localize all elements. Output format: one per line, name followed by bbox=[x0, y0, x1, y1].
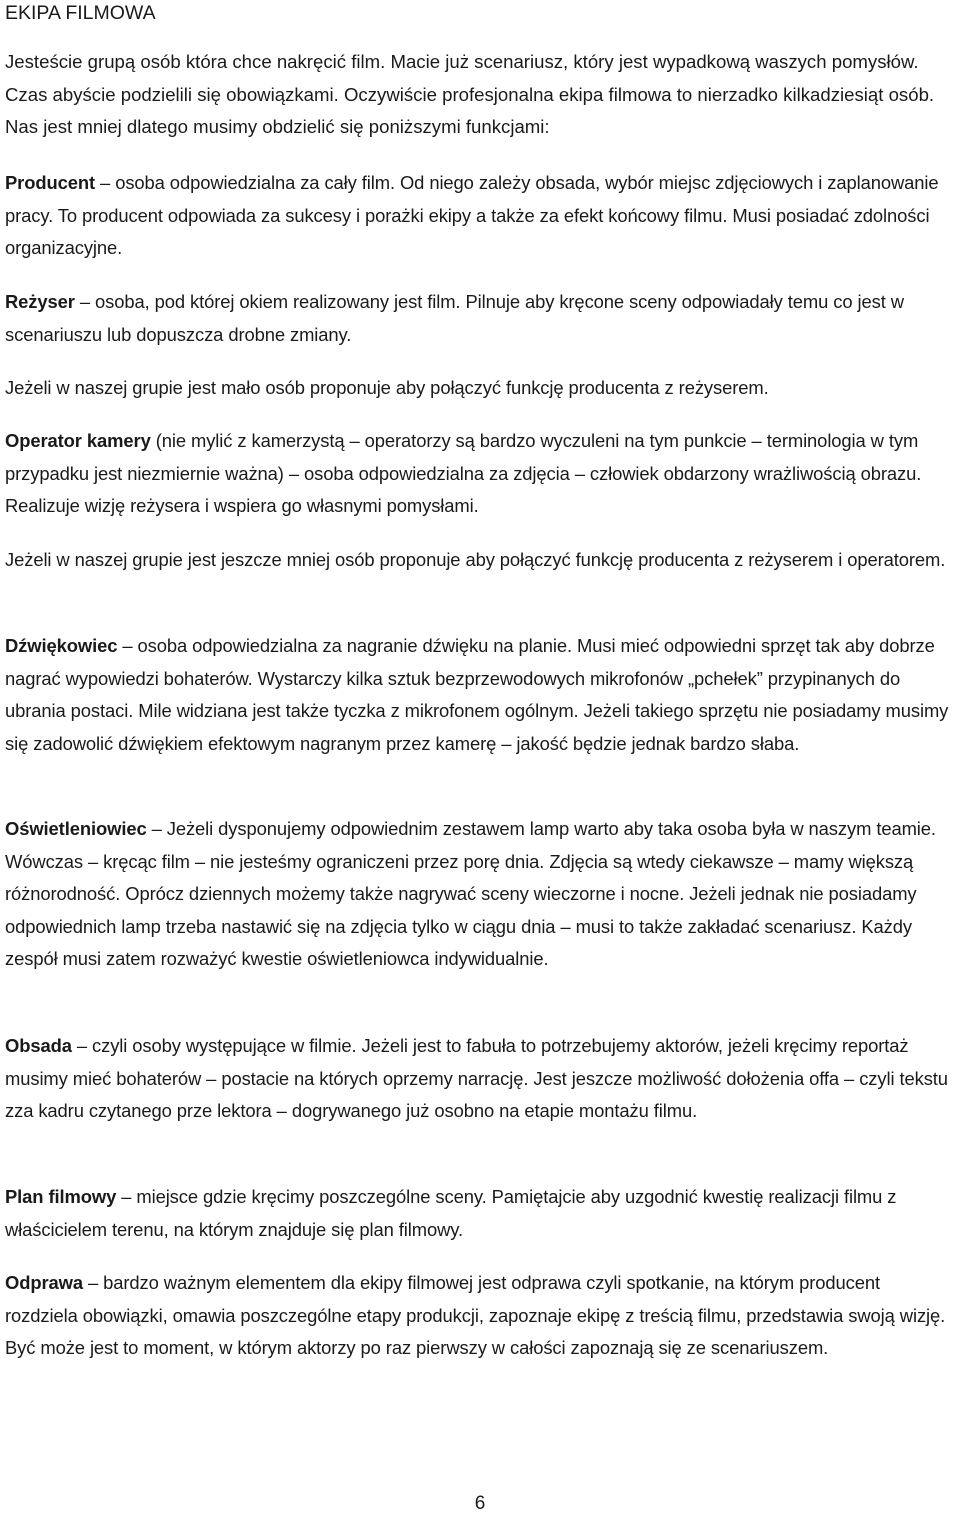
section-term: Plan filmowy bbox=[5, 1186, 117, 1207]
section-rezyser bbox=[5, 286, 955, 351]
page-number: 6 bbox=[474, 1493, 486, 1514]
section-plan-filmowy bbox=[5, 1181, 955, 1246]
section-text: – Jeżeli dysponujemy odpowiednim zestawem lamp warto aby taka osoba była w naszym teamie. Wówczas – kręcąc film – nie jesteśmy ograniczeni przez porę dnia. Zdjęcia są wtedy ciekawsze – mamy większą różnorodność. Oprócz dziennych możemy także nagrywać sceny wieczorne i nocne. Jeżeli jednak nie posiadamy odpowiednich lamp trzeba nastawić się na zdjęcia tylko w ciągu dnia – musi to także zakładać scenariusz. Każdy zespół musi zatem rozważyć kwestie oświetleniowca indywidualnie. bbox=[5, 818, 936, 970]
intro-paragraph: Jesteście grupą osób która chce nakręcić film. Macie już scenariusz, który jest wypadkową waszych pomysłów. Czas abyście podzielili się obowiązkami. Oczywiście profesjonalna ekipa filmowa to nierzadko kilkadziesiąt osób. Nas jest mniej dlatego musimy obdzielić się poniższymi funkcjami: bbox=[5, 51, 935, 138]
section-text: – osoba, pod której okiem realizowany jest film. Pilnuje aby kręcone sceny odpowiadały temu co jest w scenariuszu lub dopuszcza drobne zmiany. bbox=[5, 291, 904, 345]
section-text: Jeżeli w naszej grupie jest jeszcze mniej osób proponuje aby połączyć funkcję producenta z reżyserem i operatorem. bbox=[5, 549, 946, 570]
section-term: Odprawa bbox=[5, 1272, 83, 1293]
note-producent-rezyser bbox=[5, 372, 955, 405]
section-text: – osoba odpowiedzialna za nagranie dźwięku na planie. Musi mieć odpowiedni sprzęt tak aby dobrze nagrać wypowiedzi bohaterów. Wystarczy kilka sztuk bezprzewodowych mikrofonów „pchełek” przypinanych do ubrania postaci. Mile widziana jest także tyczka z mikrofonem ogólnym. Jeżeli takiego sprzętu nie posiadamy musimy się zadowolić dźwiękiem efektowym nagranym przez kamerę – jakość będzie jednak bardzo słaba. bbox=[5, 635, 949, 754]
section-term: Operator kamery bbox=[5, 430, 151, 451]
section-term: Obsada bbox=[5, 1035, 72, 1056]
section-dzwiekowiec bbox=[5, 630, 955, 760]
section-producent bbox=[5, 167, 955, 265]
section-text: – miejsce gdzie kręcimy poszczególne sceny. Pamiętajcie aby uzgodnić kwestię realizacji filmu z właścicielem terenu, na którym znajduje się plan filmowy. bbox=[5, 1186, 897, 1240]
section-term: Oświetleniowiec bbox=[5, 818, 147, 839]
section-odprawa bbox=[5, 1267, 955, 1365]
note-producent-rezyser-operator bbox=[5, 544, 955, 577]
section-operator-kamery bbox=[5, 425, 955, 523]
document-title: EKIPA FILMOWA bbox=[5, 2, 156, 24]
section-oswietleniowiec bbox=[5, 813, 955, 976]
section-text: – bardzo ważnym elementem dla ekipy filmowej jest odprawa czyli spotkanie, na którym producent rozdziela obowiązki, omawia poszczególne etapy produkcji, zapoznaje ekipę z treścią filmu, przedstawia swoją wizję. Być może jest to moment, w którym aktorzy po raz pierwszy w całości zapoznają się ze scenariuszem. bbox=[5, 1272, 946, 1359]
section-text: – osoba odpowiedzialna za cały film. Od niego zależy obsada, wybór miejsc zdjęciowych i zaplanowanie pracy. To producent odpowiada za sukcesy i porażki ekipy a także za efekt końcowy filmu. Musi posiadać zdolności organizacyjne. bbox=[5, 172, 939, 259]
section-obsada bbox=[5, 1030, 955, 1128]
section-term: Reżyser bbox=[5, 291, 75, 312]
section-term: Producent bbox=[5, 172, 96, 193]
section-text: Jeżeli w naszej grupie jest mało osób proponuje aby połączyć funkcję producenta z reżyserem. bbox=[5, 377, 769, 398]
section-term: Dźwiękowiec bbox=[5, 635, 118, 656]
section-text: (nie mylić z kamerzystą – operatorzy są bardzo wyczuleni na tym punkcie – terminologia w tym przypadku jest niezmiernie ważna) – osoba odpowiedzialna za zdjęcia – człowiek obdarzony wrażliwością obrazu. Realizuje wizję reżysera i wspiera go własnymi pomysłami. bbox=[5, 430, 922, 517]
section-text: – czyli osoby występujące w filmie. Jeżeli jest to fabuła to potrzebujemy aktorów, jeżeli kręcimy reportaż musimy mieć bohaterów – postacie na których oprzemy narrację. Jest jeszcze możliwość dołożenia offa – czyli tekstu zza kadru czytanego prze lektora – dogrywanego już osobno na etapie montażu filmu. bbox=[5, 1035, 948, 1122]
